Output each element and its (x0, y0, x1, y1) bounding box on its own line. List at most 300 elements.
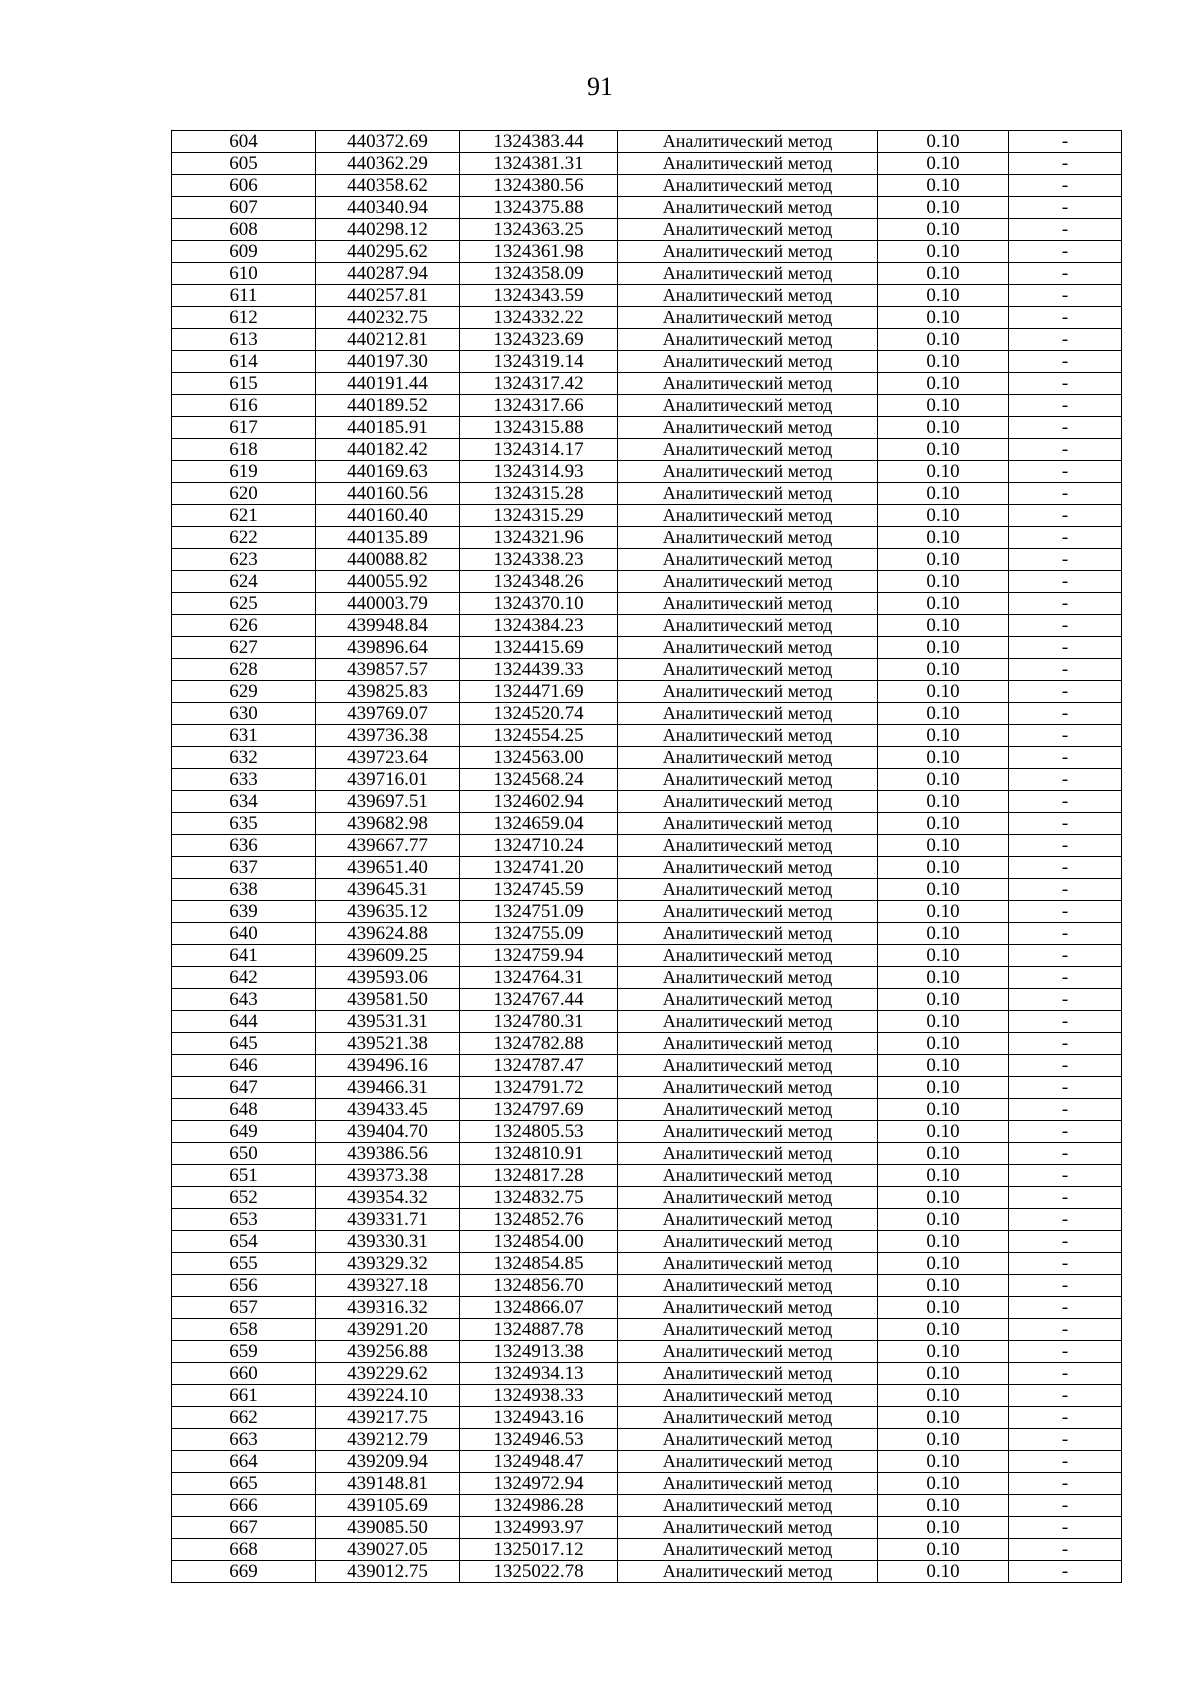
dash-cell: - (1009, 901, 1122, 923)
method-cell: Аналитический метод (618, 901, 878, 923)
point-number-cell: 639 (172, 901, 316, 923)
x-coordinate-cell: 439896.64 (316, 637, 460, 659)
x-coordinate-cell: 440372.69 (316, 131, 460, 153)
point-number-cell: 646 (172, 1055, 316, 1077)
table-row (172, 395, 1122, 417)
dash-cell: - (1009, 1011, 1122, 1033)
y-coordinate-cell: 1324314.17 (460, 439, 618, 461)
y-coordinate-cell: 1324471.69 (460, 681, 618, 703)
y-coordinate-cell: 1324439.33 (460, 659, 618, 681)
y-coordinate-cell: 1324315.88 (460, 417, 618, 439)
x-coordinate-cell: 439736.38 (316, 725, 460, 747)
y-coordinate-cell: 1324317.66 (460, 395, 618, 417)
method-cell: Аналитический метод (618, 417, 878, 439)
method-cell: Аналитический метод (618, 1275, 878, 1297)
y-coordinate-cell: 1324370.10 (460, 593, 618, 615)
x-coordinate-cell: 440169.63 (316, 461, 460, 483)
point-number-cell: 633 (172, 769, 316, 791)
x-coordinate-cell: 439329.32 (316, 1253, 460, 1275)
method-cell: Аналитический метод (618, 967, 878, 989)
method-cell: Аналитический метод (618, 1143, 878, 1165)
y-coordinate-cell: 1324332.22 (460, 307, 618, 329)
y-coordinate-cell: 1324602.94 (460, 791, 618, 813)
y-coordinate-cell: 1324415.69 (460, 637, 618, 659)
method-cell: Аналитический метод (618, 791, 878, 813)
method-cell: Аналитический метод (618, 329, 878, 351)
x-coordinate-cell: 439825.83 (316, 681, 460, 703)
dash-cell: - (1009, 791, 1122, 813)
accuracy-cell: 0.10 (878, 329, 1009, 351)
x-coordinate-cell: 439723.64 (316, 747, 460, 769)
x-coordinate-cell: 439224.10 (316, 1385, 460, 1407)
y-coordinate-cell: 1324563.00 (460, 747, 618, 769)
method-cell: Аналитический метод (618, 263, 878, 285)
point-number-cell: 627 (172, 637, 316, 659)
accuracy-cell: 0.10 (878, 153, 1009, 175)
accuracy-cell: 0.10 (878, 769, 1009, 791)
dash-cell: - (1009, 1385, 1122, 1407)
table-row (172, 1341, 1122, 1363)
table-row (172, 813, 1122, 835)
dash-cell: - (1009, 835, 1122, 857)
coordinates-table-body (172, 131, 1122, 1583)
table-row (172, 1539, 1122, 1561)
table-row (172, 1275, 1122, 1297)
y-coordinate-cell: 1324755.09 (460, 923, 618, 945)
method-cell: Аналитический метод (618, 153, 878, 175)
table-row (172, 1429, 1122, 1451)
accuracy-cell: 0.10 (878, 593, 1009, 615)
x-coordinate-cell: 439105.69 (316, 1495, 460, 1517)
table-row (172, 1297, 1122, 1319)
method-cell: Аналитический метод (618, 241, 878, 263)
dash-cell: - (1009, 131, 1122, 153)
x-coordinate-cell: 439531.31 (316, 1011, 460, 1033)
dash-cell: - (1009, 1297, 1122, 1319)
table-row (172, 1209, 1122, 1231)
point-number-cell: 638 (172, 879, 316, 901)
y-coordinate-cell: 1325022.78 (460, 1561, 618, 1583)
table-row (172, 241, 1122, 263)
y-coordinate-cell: 1324343.59 (460, 285, 618, 307)
method-cell: Аналитический метод (618, 813, 878, 835)
dash-cell: - (1009, 1231, 1122, 1253)
table-row (172, 1319, 1122, 1341)
dash-cell: - (1009, 219, 1122, 241)
point-number-cell: 659 (172, 1341, 316, 1363)
x-coordinate-cell: 439521.38 (316, 1033, 460, 1055)
table-row (172, 1385, 1122, 1407)
point-number-cell: 668 (172, 1539, 316, 1561)
method-cell: Аналитический метод (618, 1363, 878, 1385)
x-coordinate-cell: 439386.56 (316, 1143, 460, 1165)
dash-cell: - (1009, 1363, 1122, 1385)
method-cell: Аналитический метод (618, 307, 878, 329)
dash-cell: - (1009, 439, 1122, 461)
table-row (172, 923, 1122, 945)
method-cell: Аналитический метод (618, 197, 878, 219)
point-number-cell: 609 (172, 241, 316, 263)
y-coordinate-cell: 1324363.25 (460, 219, 618, 241)
dash-cell: - (1009, 571, 1122, 593)
point-number-cell: 660 (172, 1363, 316, 1385)
dash-cell: - (1009, 1429, 1122, 1451)
method-cell: Аналитический метод (618, 1495, 878, 1517)
x-coordinate-cell: 440191.44 (316, 373, 460, 395)
x-coordinate-cell: 439496.16 (316, 1055, 460, 1077)
x-coordinate-cell: 439697.51 (316, 791, 460, 813)
x-coordinate-cell: 439012.75 (316, 1561, 460, 1583)
accuracy-cell: 0.10 (878, 1473, 1009, 1495)
dash-cell: - (1009, 1099, 1122, 1121)
y-coordinate-cell: 1324361.98 (460, 241, 618, 263)
x-coordinate-cell: 439027.05 (316, 1539, 460, 1561)
y-coordinate-cell: 1324759.94 (460, 945, 618, 967)
method-cell: Аналитический метод (618, 989, 878, 1011)
y-coordinate-cell: 1324787.47 (460, 1055, 618, 1077)
method-cell: Аналитический метод (618, 175, 878, 197)
dash-cell: - (1009, 351, 1122, 373)
point-number-cell: 640 (172, 923, 316, 945)
table-row (172, 285, 1122, 307)
point-number-cell: 661 (172, 1385, 316, 1407)
dash-cell: - (1009, 461, 1122, 483)
x-coordinate-cell: 440189.52 (316, 395, 460, 417)
accuracy-cell: 0.10 (878, 527, 1009, 549)
y-coordinate-cell: 1324993.97 (460, 1517, 618, 1539)
method-cell: Аналитический метод (618, 945, 878, 967)
y-coordinate-cell: 1324383.44 (460, 131, 618, 153)
method-cell: Аналитический метод (618, 527, 878, 549)
table-row (172, 1143, 1122, 1165)
method-cell: Аналитический метод (618, 1539, 878, 1561)
table-row (172, 725, 1122, 747)
method-cell: Аналитический метод (618, 593, 878, 615)
accuracy-cell: 0.10 (878, 1143, 1009, 1165)
dash-cell: - (1009, 1319, 1122, 1341)
y-coordinate-cell: 1324319.14 (460, 351, 618, 373)
table-row (172, 659, 1122, 681)
x-coordinate-cell: 440160.56 (316, 483, 460, 505)
table-row (172, 131, 1122, 153)
accuracy-cell: 0.10 (878, 901, 1009, 923)
accuracy-cell: 0.10 (878, 1209, 1009, 1231)
point-number-cell: 624 (172, 571, 316, 593)
x-coordinate-cell: 439209.94 (316, 1451, 460, 1473)
point-number-cell: 651 (172, 1165, 316, 1187)
accuracy-cell: 0.10 (878, 1539, 1009, 1561)
y-coordinate-cell: 1324315.29 (460, 505, 618, 527)
x-coordinate-cell: 440232.75 (316, 307, 460, 329)
method-cell: Аналитический метод (618, 1033, 878, 1055)
table-row (172, 1517, 1122, 1539)
y-coordinate-cell: 1324321.96 (460, 527, 618, 549)
method-cell: Аналитический метод (618, 439, 878, 461)
method-cell: Аналитический метод (618, 1451, 878, 1473)
x-coordinate-cell: 439857.57 (316, 659, 460, 681)
dash-cell: - (1009, 505, 1122, 527)
method-cell: Аналитический метод (618, 395, 878, 417)
dash-cell: - (1009, 637, 1122, 659)
x-coordinate-cell: 440135.89 (316, 527, 460, 549)
method-cell: Аналитический метод (618, 1319, 878, 1341)
accuracy-cell: 0.10 (878, 395, 1009, 417)
y-coordinate-cell: 1324943.16 (460, 1407, 618, 1429)
table-row (172, 1165, 1122, 1187)
x-coordinate-cell: 439217.75 (316, 1407, 460, 1429)
accuracy-cell: 0.10 (878, 637, 1009, 659)
table-row (172, 1055, 1122, 1077)
point-number-cell: 605 (172, 153, 316, 175)
accuracy-cell: 0.10 (878, 197, 1009, 219)
table-row (172, 417, 1122, 439)
x-coordinate-cell: 440088.82 (316, 549, 460, 571)
point-number-cell: 648 (172, 1099, 316, 1121)
point-number-cell: 613 (172, 329, 316, 351)
y-coordinate-cell: 1324384.23 (460, 615, 618, 637)
method-cell: Аналитический метод (618, 725, 878, 747)
y-coordinate-cell: 1324338.23 (460, 549, 618, 571)
x-coordinate-cell: 439593.06 (316, 967, 460, 989)
method-cell: Аналитический метод (618, 615, 878, 637)
table-row (172, 153, 1122, 175)
point-number-cell: 666 (172, 1495, 316, 1517)
table-row (172, 615, 1122, 637)
point-number-cell: 637 (172, 857, 316, 879)
x-coordinate-cell: 440257.81 (316, 285, 460, 307)
dash-cell: - (1009, 373, 1122, 395)
table-row (172, 197, 1122, 219)
method-cell: Аналитический метод (618, 1011, 878, 1033)
x-coordinate-cell: 440298.12 (316, 219, 460, 241)
accuracy-cell: 0.10 (878, 175, 1009, 197)
y-coordinate-cell: 1324913.38 (460, 1341, 618, 1363)
point-number-cell: 665 (172, 1473, 316, 1495)
method-cell: Аналитический метод (618, 879, 878, 901)
x-coordinate-cell: 439229.62 (316, 1363, 460, 1385)
point-number-cell: 614 (172, 351, 316, 373)
y-coordinate-cell: 1324741.20 (460, 857, 618, 879)
dash-cell: - (1009, 1407, 1122, 1429)
dash-cell: - (1009, 1275, 1122, 1297)
dash-cell: - (1009, 1077, 1122, 1099)
method-cell: Аналитический метод (618, 1209, 878, 1231)
table-row (172, 505, 1122, 527)
y-coordinate-cell: 1324934.13 (460, 1363, 618, 1385)
method-cell: Аналитический метод (618, 1297, 878, 1319)
y-coordinate-cell: 1324358.09 (460, 263, 618, 285)
table-row (172, 527, 1122, 549)
point-number-cell: 618 (172, 439, 316, 461)
table-row (172, 1099, 1122, 1121)
dash-cell: - (1009, 1561, 1122, 1583)
y-coordinate-cell: 1324348.26 (460, 571, 618, 593)
table-row (172, 989, 1122, 1011)
x-coordinate-cell: 439651.40 (316, 857, 460, 879)
method-cell: Аналитический метод (618, 1341, 878, 1363)
dash-cell: - (1009, 593, 1122, 615)
y-coordinate-cell: 1324767.44 (460, 989, 618, 1011)
accuracy-cell: 0.10 (878, 1187, 1009, 1209)
y-coordinate-cell: 1324948.47 (460, 1451, 618, 1473)
y-coordinate-cell: 1324938.33 (460, 1385, 618, 1407)
table-row (172, 967, 1122, 989)
method-cell: Аналитический метод (618, 1165, 878, 1187)
y-coordinate-cell: 1324554.25 (460, 725, 618, 747)
table-row (172, 1011, 1122, 1033)
accuracy-cell: 0.10 (878, 989, 1009, 1011)
method-cell: Аналитический метод (618, 131, 878, 153)
dash-cell: - (1009, 1341, 1122, 1363)
accuracy-cell: 0.10 (878, 1517, 1009, 1539)
method-cell: Аналитический метод (618, 703, 878, 725)
accuracy-cell: 0.10 (878, 725, 1009, 747)
x-coordinate-cell: 439256.88 (316, 1341, 460, 1363)
accuracy-cell: 0.10 (878, 747, 1009, 769)
x-coordinate-cell: 439667.77 (316, 835, 460, 857)
dash-cell: - (1009, 1473, 1122, 1495)
y-coordinate-cell: 1324659.04 (460, 813, 618, 835)
method-cell: Аналитический метод (618, 1561, 878, 1583)
accuracy-cell: 0.10 (878, 1121, 1009, 1143)
x-coordinate-cell: 440185.91 (316, 417, 460, 439)
dash-cell: - (1009, 153, 1122, 175)
accuracy-cell: 0.10 (878, 1407, 1009, 1429)
y-coordinate-cell: 1324764.31 (460, 967, 618, 989)
x-coordinate-cell: 440358.62 (316, 175, 460, 197)
dash-cell: - (1009, 1165, 1122, 1187)
method-cell: Аналитический метод (618, 637, 878, 659)
point-number-cell: 650 (172, 1143, 316, 1165)
table-row (172, 1253, 1122, 1275)
point-number-cell: 641 (172, 945, 316, 967)
table-row (172, 307, 1122, 329)
accuracy-cell: 0.10 (878, 1011, 1009, 1033)
point-number-cell: 612 (172, 307, 316, 329)
accuracy-cell: 0.10 (878, 439, 1009, 461)
point-number-cell: 644 (172, 1011, 316, 1033)
y-coordinate-cell: 1324832.75 (460, 1187, 618, 1209)
dash-cell: - (1009, 703, 1122, 725)
table-row (172, 1187, 1122, 1209)
x-coordinate-cell: 440197.30 (316, 351, 460, 373)
dash-cell: - (1009, 307, 1122, 329)
point-number-cell: 654 (172, 1231, 316, 1253)
dash-cell: - (1009, 417, 1122, 439)
dash-cell: - (1009, 1121, 1122, 1143)
dash-cell: - (1009, 1143, 1122, 1165)
table-row (172, 219, 1122, 241)
point-number-cell: 606 (172, 175, 316, 197)
y-coordinate-cell: 1324380.56 (460, 175, 618, 197)
y-coordinate-cell: 1324797.69 (460, 1099, 618, 1121)
table-row (172, 945, 1122, 967)
point-number-cell: 630 (172, 703, 316, 725)
dash-cell: - (1009, 1539, 1122, 1561)
dash-cell: - (1009, 989, 1122, 1011)
accuracy-cell: 0.10 (878, 373, 1009, 395)
table-row (172, 461, 1122, 483)
accuracy-cell: 0.10 (878, 1495, 1009, 1517)
dash-cell: - (1009, 1451, 1122, 1473)
method-cell: Аналитический метод (618, 1231, 878, 1253)
accuracy-cell: 0.10 (878, 1297, 1009, 1319)
point-number-cell: 632 (172, 747, 316, 769)
method-cell: Аналитический метод (618, 1517, 878, 1539)
accuracy-cell: 0.10 (878, 967, 1009, 989)
accuracy-cell: 0.10 (878, 1429, 1009, 1451)
method-cell: Аналитический метод (618, 483, 878, 505)
accuracy-cell: 0.10 (878, 505, 1009, 527)
dash-cell: - (1009, 1055, 1122, 1077)
point-number-cell: 655 (172, 1253, 316, 1275)
method-cell: Аналитический метод (618, 373, 878, 395)
table-row (172, 1495, 1122, 1517)
dash-cell: - (1009, 615, 1122, 637)
x-coordinate-cell: 439433.45 (316, 1099, 460, 1121)
accuracy-cell: 0.10 (878, 945, 1009, 967)
dash-cell: - (1009, 923, 1122, 945)
dash-cell: - (1009, 879, 1122, 901)
table-row (172, 1121, 1122, 1143)
dash-cell: - (1009, 395, 1122, 417)
point-number-cell: 649 (172, 1121, 316, 1143)
table-row (172, 1033, 1122, 1055)
method-cell: Аналитический метод (618, 1385, 878, 1407)
x-coordinate-cell: 439330.31 (316, 1231, 460, 1253)
method-cell: Аналитический метод (618, 461, 878, 483)
table-row (172, 571, 1122, 593)
page-number: 91 (587, 72, 613, 101)
table-row (172, 593, 1122, 615)
x-coordinate-cell: 440055.92 (316, 571, 460, 593)
dash-cell: - (1009, 285, 1122, 307)
y-coordinate-cell: 1324805.53 (460, 1121, 618, 1143)
x-coordinate-cell: 440212.81 (316, 329, 460, 351)
table-row (172, 835, 1122, 857)
y-coordinate-cell: 1324745.59 (460, 879, 618, 901)
dash-cell: - (1009, 549, 1122, 571)
table-row (172, 373, 1122, 395)
table-row (172, 791, 1122, 813)
x-coordinate-cell: 439716.01 (316, 769, 460, 791)
method-cell: Аналитический метод (618, 923, 878, 945)
dash-cell: - (1009, 1033, 1122, 1055)
table-row (172, 263, 1122, 285)
method-cell: Аналитический метод (618, 351, 878, 373)
accuracy-cell: 0.10 (878, 659, 1009, 681)
y-coordinate-cell: 1324817.28 (460, 1165, 618, 1187)
y-coordinate-cell: 1324887.78 (460, 1319, 618, 1341)
x-coordinate-cell: 440362.29 (316, 153, 460, 175)
point-number-cell: 626 (172, 615, 316, 637)
table-row (172, 1561, 1122, 1583)
method-cell: Аналитический метод (618, 1055, 878, 1077)
x-coordinate-cell: 439645.31 (316, 879, 460, 901)
y-coordinate-cell: 1324986.28 (460, 1495, 618, 1517)
point-number-cell: 662 (172, 1407, 316, 1429)
dash-cell: - (1009, 1517, 1122, 1539)
accuracy-cell: 0.10 (878, 219, 1009, 241)
dash-cell: - (1009, 197, 1122, 219)
dash-cell: - (1009, 681, 1122, 703)
dash-cell: - (1009, 747, 1122, 769)
y-coordinate-cell: 1324856.70 (460, 1275, 618, 1297)
x-coordinate-cell: 439581.50 (316, 989, 460, 1011)
table-row (172, 483, 1122, 505)
y-coordinate-cell: 1324381.31 (460, 153, 618, 175)
y-coordinate-cell: 1324314.93 (460, 461, 618, 483)
